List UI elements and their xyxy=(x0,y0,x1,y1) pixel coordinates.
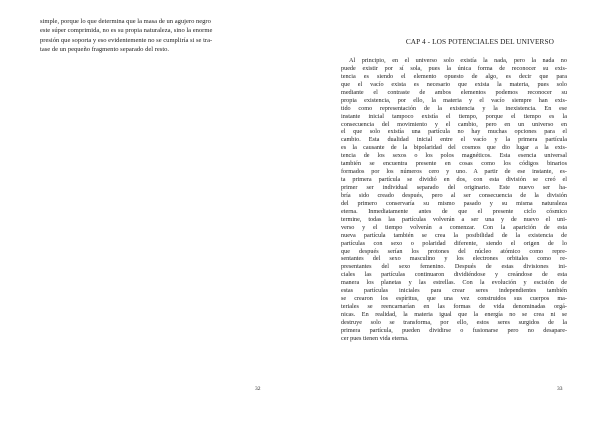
text-line: estas partículas iniciales para crear seres independientes también xyxy=(341,287,567,295)
text-line: sentantes del sexo masculino y los electrones orbitales como re- xyxy=(341,255,567,263)
text-line: partículas con sexo o polaridad diferente, siendo el origen de lo xyxy=(341,239,567,247)
text-line: ta primera partícula se dividió en dos, con esta división se creó el xyxy=(341,176,567,184)
text-line: tase de un pequeño fragmento separado del resto. xyxy=(40,45,170,53)
text-line: formados por los números cero y uno. A partir de ese instante, es- xyxy=(341,168,567,176)
text-line: teriales se reencarnarían en las formas de vida denominadas orgá- xyxy=(341,303,567,311)
right-page-paragraph xyxy=(341,57,567,343)
text-line: presentantes del sexo femenino. Después de estas divisiones ini- xyxy=(341,263,567,271)
text-line: ciales las partículas continuaron dividiéndose y creándose de esta xyxy=(341,271,567,279)
text-line: tido como representación de la existencia y la inexistencia. En ese xyxy=(341,104,567,112)
text-line: bría sido creado después, pero al ser consecuencia de la división xyxy=(341,191,567,199)
text-line: nueva partícula también se crea la posibilidad de la existencia de xyxy=(341,231,567,239)
text-line: que después serían los protones del núcleo atómico como repre- xyxy=(341,247,567,255)
text-line: eterna. Inmediatamente antes de que el presente ciclo cósmico xyxy=(341,207,567,215)
left-page-number: 32 xyxy=(255,386,261,392)
text-line: tencia de los sexos o los polos magnéticos. Esta esencia universal xyxy=(341,152,567,160)
right-page xyxy=(300,0,600,424)
text-line: consecuencia del movimiento y el cambio, pero en un universo en xyxy=(341,120,567,128)
text-line: manera los planetas y las estrellas. Con la evolución y escisión de xyxy=(341,279,567,287)
text-line: primera partícula, pueden dividirse o fusionarse pero no desapare- xyxy=(341,326,567,334)
text-line: del primero conservaría su mismo pasado y su misma naturaleza xyxy=(341,199,567,207)
text-line: simple, porque lo que determina que la masa de un agujero negro xyxy=(40,18,211,25)
text-line: el que solo existía una partícula no hay muchas opciones para el xyxy=(341,128,567,136)
text-line: nicas. En realidad, la materia igual que la energía no se crea ni se xyxy=(341,311,567,318)
text-line: destruye solo se transforma, por ello, estos seres surgidos de la xyxy=(341,318,567,326)
text-line: primer ser individual separado del originario. Este nuevo ser ha- xyxy=(341,184,567,191)
text-line: instante inicial tampoco existía el tiempo, porque el tiempo es la xyxy=(341,112,567,120)
left-page-paragraph xyxy=(40,17,266,54)
text-line: cer pues tienen vida eterna. xyxy=(341,334,409,342)
text-line: puede existir por sí sola, pues la única forma de reconocer su exis- xyxy=(341,64,567,72)
text-line: tencia es siendo el elemento opuesto de algo, es decir que para xyxy=(341,72,567,80)
text-line: verso y el tiempo volverán a comenzar. Con la aparición de esta xyxy=(341,223,567,231)
text-line: es la causante de la bipolaridad del cosmos que dio lugar a la exis- xyxy=(341,144,567,152)
text-line: propia existencia, por ello, la materia y el vacío siempre han exis- xyxy=(341,96,567,104)
text-line: termine, todas las partículas volverán a ser una y de nuevo el uni- xyxy=(341,215,567,223)
text-line: se crearon los espíritus, que una vez construidos sus cuerpos ma- xyxy=(341,295,567,303)
chapter-title: CAP 4 - LOS POTENCIALES DEL UNIVERSO xyxy=(405,37,554,46)
text-line: también se encuentra presente en cosas como los códigos binarios xyxy=(341,160,567,168)
text-line: que el vacío exista es necesario que exista la materia, pues solo xyxy=(341,80,567,88)
text-line: Al principio, en el universo solo existía la nada, pero la nada no xyxy=(349,57,567,64)
text-line: mediante el contraste de ambos elementos podemos reconocer su xyxy=(341,88,567,96)
right-page-number: 33 xyxy=(557,386,563,392)
text-line: cambio. Esta dualidad inicial entre el vacío y la primera partícula xyxy=(341,136,567,144)
text-line: este súper comprimida, no es su propia naturaleza, sino la enorme xyxy=(40,27,213,35)
text-line: presión que soporta y eso evidentemente no se cumpliría si se tra- xyxy=(40,36,213,44)
